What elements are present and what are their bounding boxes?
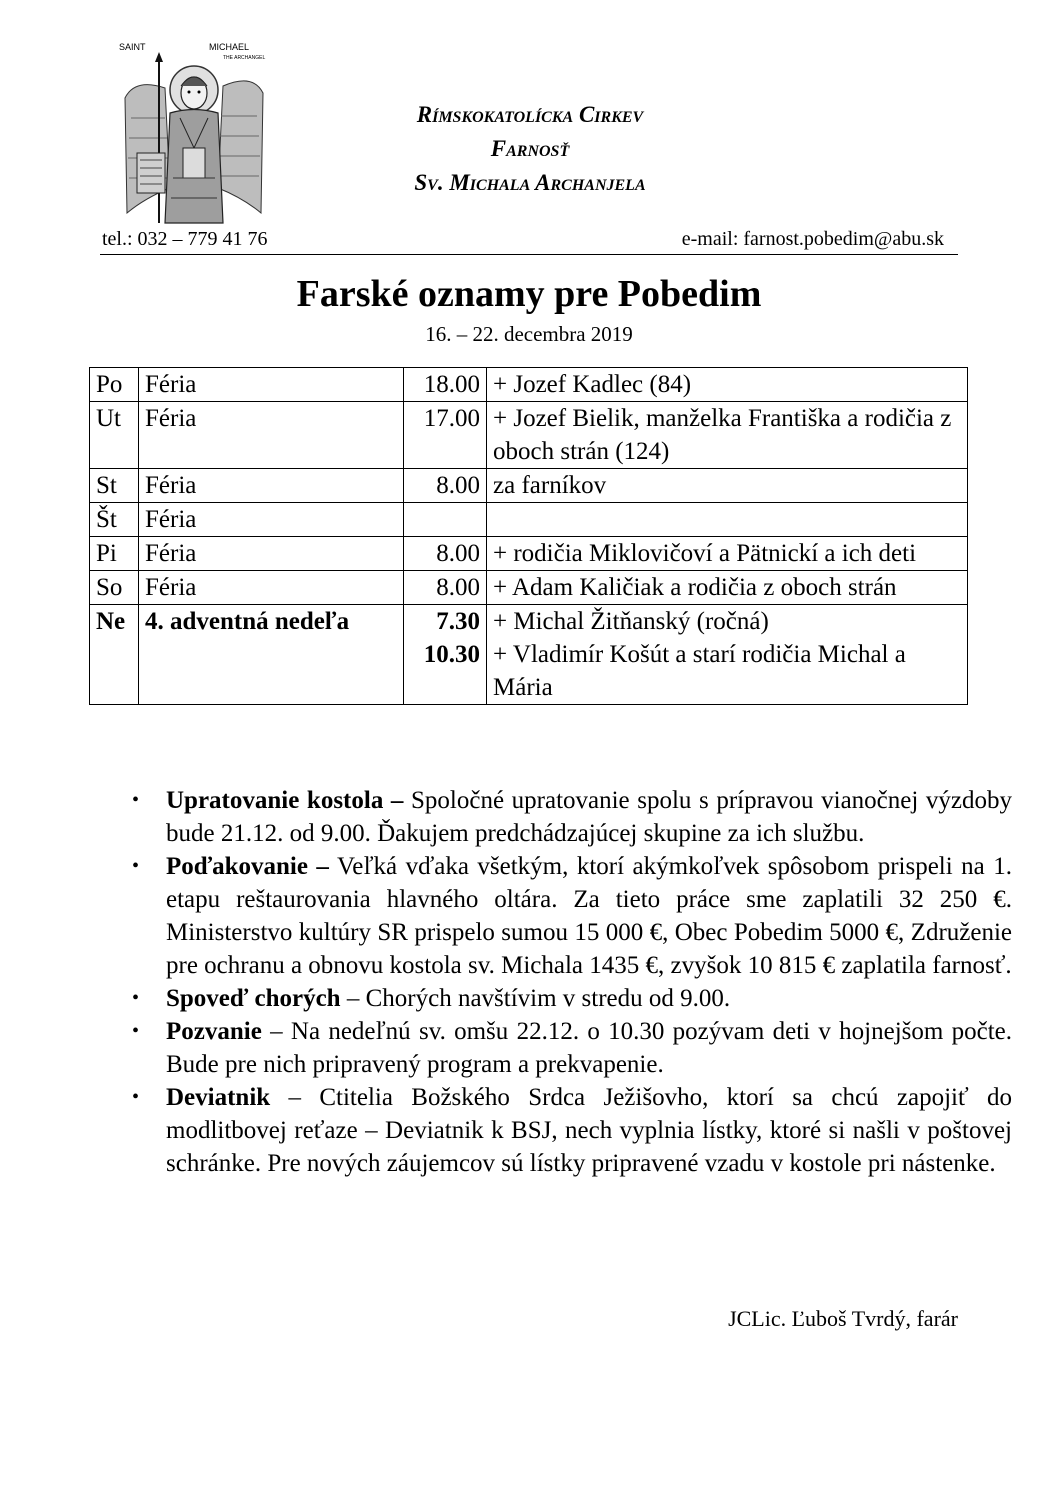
feast-cell: Féria	[139, 503, 404, 537]
logo-caption-right: MICHAEL	[209, 42, 250, 52]
email-address: e-mail: farnost.pobedim@abu.sk	[681, 228, 944, 250]
bullet-icon: •	[132, 1086, 140, 1108]
phone-number: tel.: 032 – 779 41 76	[102, 228, 268, 250]
date-range: 16. – 22. decembra 2019	[425, 322, 633, 346]
day-cell: Ut	[90, 402, 139, 469]
day-cell: St	[90, 469, 139, 503]
feast-cell: Féria	[139, 537, 404, 571]
bullet-icon: •	[132, 1020, 140, 1042]
day-cell: Ne	[90, 605, 139, 705]
bullet-icon: •	[132, 789, 140, 811]
bullet-icon: •	[132, 987, 140, 1009]
list-item	[132, 982, 1012, 1015]
church-title	[280, 98, 780, 200]
table-row	[90, 402, 968, 469]
table-row	[90, 537, 968, 571]
signature: JCLic. Ľuboš Tvrdý, farár	[728, 1306, 958, 1331]
church-title-line2: Farnosť	[490, 136, 570, 161]
feast-cell: Féria	[139, 571, 404, 605]
intention-cell: + Adam Kaličiak a rodičia z oboch strán	[487, 571, 968, 605]
feast-cell: Féria	[139, 402, 404, 469]
intention-cell: + rodičia Miklovičoví a Pätnickí a ich deti	[487, 537, 968, 571]
note-heading: Upratovanie kostola –	[166, 787, 404, 814]
time-2: 10.30	[423, 641, 480, 668]
intention-1: + Michal Žitňanský (ročná)	[493, 608, 769, 635]
intention-cell: za farníkov	[487, 469, 968, 503]
feast-cell: Féria	[139, 469, 404, 503]
note-heading: Spoveď chorých	[166, 985, 341, 1012]
mass-schedule-table	[89, 367, 968, 705]
time-cell: 8.00	[404, 469, 487, 503]
day-cell: Št	[90, 503, 139, 537]
time-1: 7.30	[436, 608, 480, 635]
note-heading: Pozvanie	[166, 1018, 262, 1045]
note-text: – Na nedeľnú sv. omšu 22.12. o 10.30 pozývam deti v hojnejšom počte. Bude pre nich pripravený program a prekvapenie.	[166, 1018, 1012, 1078]
feast-cell: 4. adventná nedeľa	[139, 605, 404, 705]
time-cell: 17.00	[404, 402, 487, 469]
list-item	[132, 784, 1012, 850]
time-cell: 8.00	[404, 571, 487, 605]
table-row	[90, 605, 968, 705]
note-heading: Poďakovanie –	[166, 853, 329, 880]
table-row	[90, 503, 968, 537]
list-item	[132, 1015, 1012, 1081]
intention-cell: + Jozef Bielik, manželka Františka a rodičia z oboch strán (124)	[487, 402, 968, 469]
contact-bar	[100, 228, 958, 255]
logo-caption-left: SAINT	[119, 42, 146, 52]
intention-cell: + Jozef Kadlec (84)	[487, 368, 968, 402]
time-cell	[404, 605, 487, 705]
time-cell: 8.00	[404, 537, 487, 571]
feast-cell: Féria	[139, 368, 404, 402]
list-item	[132, 850, 1012, 982]
saint-michael-icon	[115, 38, 273, 228]
intention-cell	[487, 503, 968, 537]
church-title-line3: Sv. Michala Archanjela	[414, 170, 646, 195]
page-title: Farské oznamy pre Pobedim	[296, 273, 762, 315]
day-cell: Pi	[90, 537, 139, 571]
announcements-list	[112, 784, 1012, 1180]
note-text: Veľká vďaka všetkým, ktorí akýmkoľvek spôsobom prispeli na 1. etapu reštaurovania hlavného oltára. Za tieto práce sme zaplatili 32 250 €. Ministerstvo kultúry SR prispelo sumou 15 000 €, Obec Pobedim 5000 €, Združenie pre ochranu a obnovu kostola sv. Michala 1435 €, zvyšok 10 815 € zaplatila farnosť.	[166, 853, 1012, 979]
church-title-line1: Rímskokatolícka Cirkev	[416, 102, 644, 127]
intention-2: + Vladimír Košút a starí rodičia Michal a Mária	[493, 641, 906, 701]
day-cell: So	[90, 571, 139, 605]
time-cell	[404, 503, 487, 537]
list-item	[132, 1081, 1012, 1180]
time-cell: 18.00	[404, 368, 487, 402]
note-text: Spoločné upratovanie spolu s prípravou vianočnej výzdoby bude 21.12. od 9.00. Ďakujem predchádzajúcej skupine za ich službu.	[166, 787, 1012, 847]
table-row	[90, 571, 968, 605]
table-row	[90, 368, 968, 402]
note-text: – Chorých navštívim v stredu od 9.00.	[340, 985, 731, 1012]
intention-cell	[487, 605, 968, 705]
bullet-icon: •	[132, 855, 140, 877]
note-text: – Ctitelia Božského Srdca Ježišovho, ktorí sa chcú zapojiť do modlitbovej reťaze – Deviatnik k BSJ, nech vyplnia lístky, ktoré si našli v poštovej schránke. Pre nových záujemcov sú lístky pripravené vzadu v kostole pri nástenke.	[166, 1084, 1012, 1177]
day-cell: Po	[90, 368, 139, 402]
note-heading: Deviatnik	[166, 1084, 271, 1111]
table-row	[90, 469, 968, 503]
logo-caption-small: THE ARCHANGEL	[223, 55, 266, 61]
